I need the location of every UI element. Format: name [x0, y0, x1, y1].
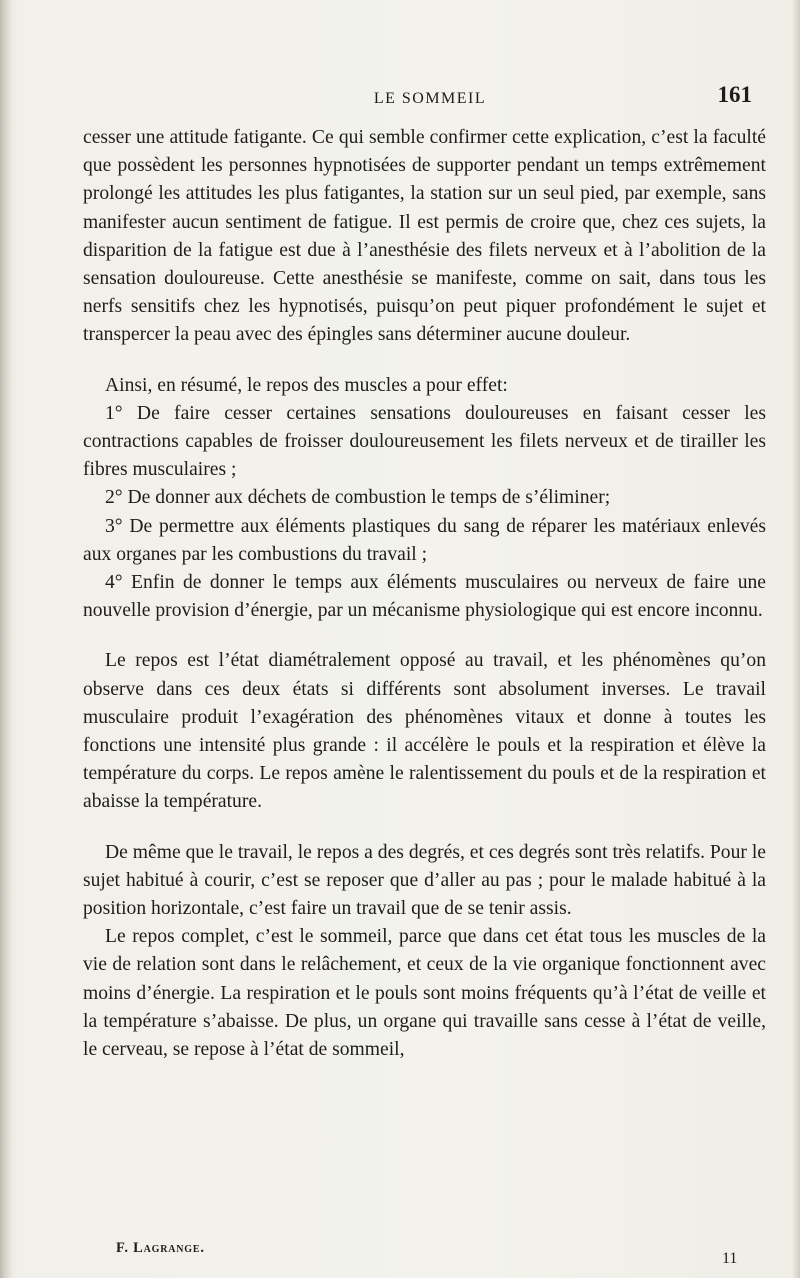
- list-item-1: 1° De faire cesser certaines sensations douloureuses en faisant cesser les contractions capables de froisser douloureusement les filets nerveux et de tirailler les fibres musculaires ;: [83, 402, 766, 481]
- list-item-4: 4° Enfin de donner le temps aux éléments musculaires ou nerveux de faire une nouvelle provision d’énergie, par un mécanisme physiologique qui est encore inconnu.: [83, 572, 766, 622]
- body-text: [83, 124, 766, 1064]
- page-edge-shadow: [792, 0, 800, 1278]
- paragraph-rest-vs-work: Le repos est l’état diamétralement opposé au travail, et les phénomènes qu’on observe dans ces deux états si différents sont absolument inverses. Le travail musculaire produit l’exagération des phénomènes vitaux et donne à toutes les fonctions une intensité plus grande : il accélère le pouls et la respiration et élève la température du corps. Le repos amène le ralentissement du pouls et de la respiration et abaisse la température.: [83, 650, 766, 813]
- paragraph-summary-intro: Ainsi, en résumé, le repos des muscles a pour effet:: [105, 374, 508, 396]
- paragraph-sleep: Le repos complet, c’est le sommeil, parce que dans cet état tous les muscles de la vie de relation sont dans le relâchement, et ceux de la vie organique fonctionnent avec moins d’énergie. La respiration et le pouls sont moins fréquents qu’à l’état de veille et la température s’abaisse. De plus, un organe qui travaille sans cesse à l’état de veille, le cerveau, se repose à l’état de sommeil,: [83, 926, 766, 1061]
- list-item-3: 3° De permettre aux éléments plastiques du sang de réparer les matériaux enlevés aux organes par les combustions du travail ;: [83, 515, 766, 565]
- running-head: [40, 82, 800, 116]
- footer-author: F. Lagrange.: [116, 1240, 205, 1256]
- list-item-2: 2° De donner aux déchets de combustion le temps de s’éliminer;: [105, 487, 611, 509]
- signature-mark: 11: [722, 1250, 738, 1267]
- page-binding-shadow: [0, 0, 12, 1278]
- page-number: 161: [717, 82, 752, 107]
- paragraph-continuation: cesser une attitude fatigante. Ce qui semble confirmer cette explication, c’est la faculté que possèdent les personnes hypnotisées de supporter pendant un temps extrêmement prolongé les attitudes les plus fatigantes, la station sur un seul pied, par exemple, sans manifester aucun sentiment de fatigue. Il est permis de croire que, chez ces sujets, la disparition de la fatigue est due à l’anesthésie des filets nerveux et à l’abolition de la sensation douloureuse. Cette anesthésie se manifeste, comme on sait, dans tous les nerfs sensitifs chez les hypnotisés, puisqu’on peut piquer profondément le sujet et transpercer la peau avec des épingles sans déterminer aucune douleur.: [83, 127, 766, 346]
- paragraph-degrees: De même que le travail, le repos a des degrés, et ces degrés sont très relatifs. Pour le sujet habitué à courir, c’est se reposer que d’aller au pas ; pour le malade habitué à la position horizontale, c’est faire un travail que de se tenir assis.: [83, 841, 766, 920]
- running-title: LE SOMMEIL: [373, 90, 487, 107]
